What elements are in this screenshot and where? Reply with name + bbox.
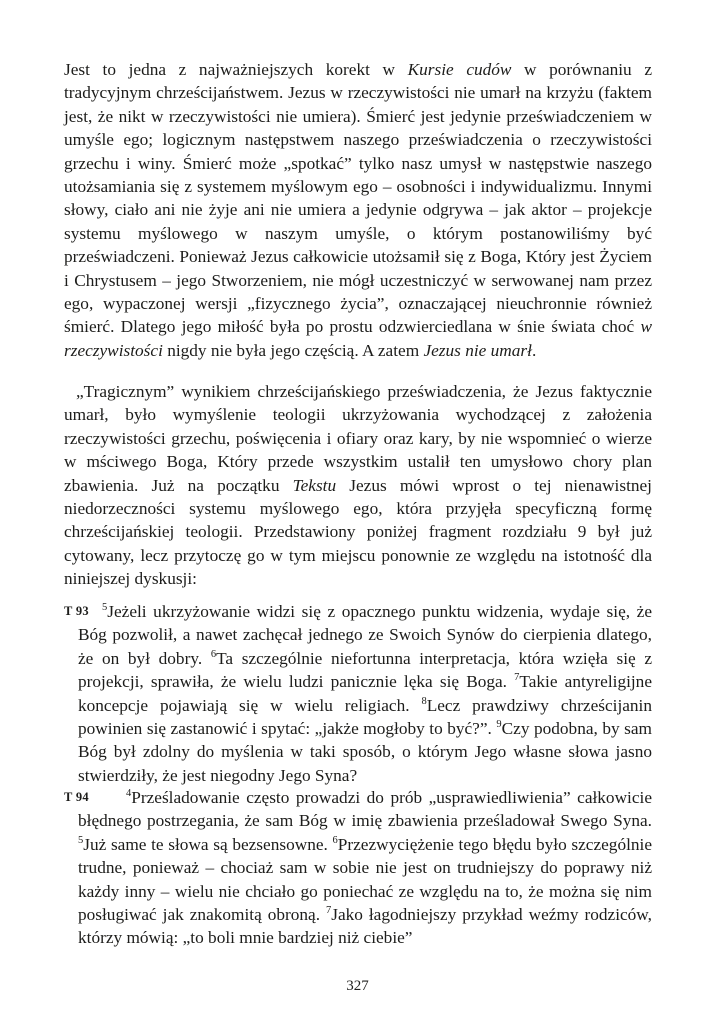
- verse-number: 9: [496, 719, 502, 731]
- verse-number: 7: [325, 905, 332, 917]
- page-number: 327: [346, 978, 369, 994]
- verse-number: 5: [78, 835, 84, 847]
- text-run: nigdy nie była jego częścią. A zatem: [162, 340, 424, 360]
- paragraph-2: [64, 380, 652, 591]
- italic-text: w rzeczywistości: [64, 317, 652, 360]
- verse-number: 6: [332, 835, 338, 847]
- text-run: Lecz prawdziwy chrześcijanin powinien się zastanowić i spytać: „jakże mogłoby to być?”.: [78, 695, 652, 739]
- quote-block-t93: [64, 600, 652, 787]
- text-run: Jezus mówi wprost o tej nienawistnej niedorzeczności systemu myślowego ego, która przyjęła specyficzną formę chrześcijańskiej teologii. Przedstawiony poniżej fragment rozdziału 9 był już cytowany, lecz przytoczę go w tym miejscu ponownie ze względu na istotność dla niniejszej dyskusji:: [64, 475, 652, 589]
- text-run: Ta szczególnie niefortunna interpretacja, która wzięła się z projekcji, sprawiła, że wielu ludzi panicznie lęka się Boga.: [78, 648, 652, 692]
- text-run: Czy podobna, by sam Bóg był zdolny do myślenia w taki sposób, o którym Jego własne słowa jasno stwierdziły, że jest niegodny Jego Syna?: [78, 719, 652, 785]
- quote-text-t93: [78, 600, 652, 787]
- text-run: Prześladowanie często prowadzi do prób „usprawiedliwienia” całkowicie błędnego postrzegania, że sam Bóg w imię zbawienia prześladował Swego Syna.: [78, 788, 652, 831]
- verse-number: 8: [421, 695, 427, 707]
- text-run: Już same te słowa są bezsensowne.: [83, 834, 333, 854]
- text-run: Jest to jedna z najważniejszych korekt w: [64, 60, 408, 79]
- text-run: Jako łagodniejszy przykład weźmy rodziców, którzy mówią: „to boli mnie bardziej niż ciebie”: [78, 905, 652, 948]
- quote-block-t94: [64, 786, 652, 950]
- paragraph-1: [64, 58, 652, 362]
- italic-text: Kursie cudów: [407, 60, 512, 79]
- text-run: w porównaniu z tradycyjnym chrześcijaństwem. Jezus w rzeczywistości nie umarł na krzyżu (faktem jest, że nikt w rzeczywistości nie umiera). Śmierć jest jedynie przeświadczeniem w umyśle ego; logicznym następstwem naszego przeświadczenia o rzeczywistości grzechu i winy. Śmierć może „spotkać” tylko nasz umysł w następstwie naszego utożsamiania się z systemem myślowym ego – osobności i indywidualizmu. Innymi słowy, ciało ani nie żyje ani nie umiera a jedynie odgrywa – jak aktor – projekcje systemu myślowego w naszym umyśle, o którym postanowiliśmy być przeświadczeni. Ponieważ Jezus całkowicie utożsamił się z Boga, Który jest Życiem i Chrystusem – jego Stworzeniem, nie mógł uczestniczyć w serwowanej nam przez ego, wypaczonej wersji „fizycznego życia”, oznaczającej nieuchronnie również śmierć. Dlatego jego miłość była po prostu odzwierciedlana w śnie świata choć: [64, 60, 652, 337]
- quote-text-t94: [78, 786, 652, 950]
- quote-label-t93: T 93: [64, 604, 89, 618]
- text-run: Takie antyreligijne koncepcje pojawiają się w wielu religiach.: [78, 672, 652, 715]
- italic-text: Jezus nie umarł: [423, 340, 532, 360]
- verse-number: 4: [126, 788, 132, 800]
- italic-text: Tekstu: [292, 475, 337, 495]
- text-run: Przezwyciężenie tego błędu było szczególnie trudne, ponieważ – chociaż sam w sobie nie jest on trudniejszy do poprawy niż każdy inny – wielu nie chciało go poniechać ze względu na to, że można się nim posługiwać jak znakomitą obroną.: [78, 834, 652, 925]
- text-run: „Tragicznym” wynikiem chrześcijańskiego przeświadczenia, że Jezus faktycznie umarł, było wymyślenie teologii ukrzyżowania wychodzącej z założenia rzeczywistości grzechu, poświęcenia i ofiary oraz kary, by nie wspomnieć o wierze w mściwego Boga, Który przede wszystkim ustalił ten umysłowo chory plan zbawienia. Już na początku: [64, 382, 652, 495]
- verse-number: 5: [102, 602, 108, 614]
- verse-number: 6: [210, 649, 217, 661]
- quote-label-t94: T 94: [64, 790, 89, 804]
- verse-number: 7: [514, 672, 520, 684]
- text-run: .: [531, 340, 537, 360]
- text-run: Jeżeli ukrzyżowanie widzi się z opacznego punktu widzenia, wydaje się, że Bóg pozwolił, a nawet zachęcał jednego ze Swoich Synów do cierpienia dlatego, że on był dobry.: [78, 602, 652, 668]
